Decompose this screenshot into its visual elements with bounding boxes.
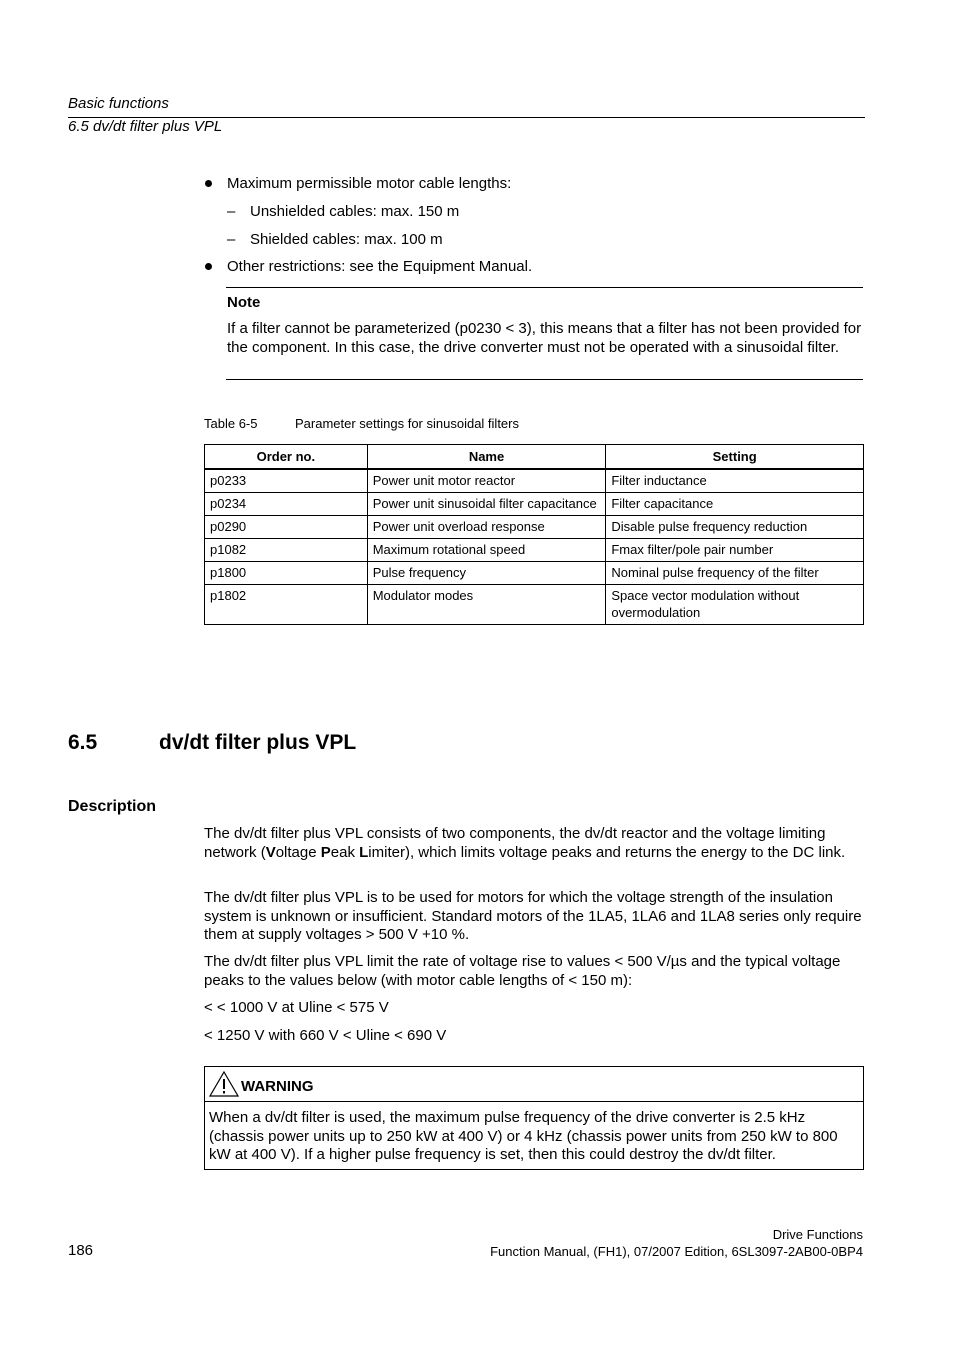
table-cell-setting: Fmax filter/pole pair number bbox=[606, 539, 864, 562]
column-header-order-no: Order no. bbox=[205, 445, 368, 470]
table-cell-name: Pulse frequency bbox=[367, 562, 606, 585]
table-caption bbox=[204, 416, 519, 431]
acronym-letter: L bbox=[359, 843, 369, 861]
list-subitem-unshielded: Unshielded cables: max. 150 m bbox=[250, 203, 460, 220]
table-row bbox=[205, 469, 864, 493]
list-item-cable-lengths: Maximum permissible motor cable lengths: bbox=[227, 175, 512, 192]
running-header-section: 6.5 dv/dt filter plus VPL bbox=[68, 118, 223, 135]
table-cell-name: Power unit overload response bbox=[367, 516, 606, 539]
column-header-name: Name bbox=[367, 445, 606, 470]
paragraph-text: imiter), which limits voltage peaks and returns the energy to the DC link. bbox=[368, 843, 846, 861]
section-number: 6.5 bbox=[68, 731, 98, 754]
warning-title: WARNING bbox=[241, 1078, 314, 1095]
table-row bbox=[205, 562, 864, 585]
table-caption-number: Table 6-5 bbox=[204, 416, 258, 431]
dash-icon: – bbox=[227, 231, 236, 248]
table-cell-name: Power unit motor reactor bbox=[367, 469, 606, 493]
table-cell-setting: Filter capacitance bbox=[606, 493, 864, 516]
table-row bbox=[205, 493, 864, 516]
table-row bbox=[205, 539, 864, 562]
table-cell-order-no: p0234 bbox=[205, 493, 368, 516]
footer-manual-info: Function Manual, (FH1), 07/2007 Edition, 6SL3097-2AB00-0BP4 bbox=[490, 1244, 863, 1259]
table-cell-setting: Space vector modulation without overmodulation bbox=[606, 585, 864, 625]
column-header-setting: Setting bbox=[606, 445, 864, 470]
paragraph-text: eak bbox=[330, 843, 360, 861]
acronym-letter: V bbox=[265, 843, 276, 861]
description-paragraph-2: The dv/dt filter plus VPL is to be used for motors for which the voltage strength of the insulation system is unknown or insufficient. Standard motors of the 1LA5, 1LA6 and 1LA8 series only require them at supply voltages > 500 V +10 %. bbox=[204, 889, 862, 943]
warning-box bbox=[204, 1066, 864, 1170]
table-cell-name: Modulator modes bbox=[367, 585, 606, 625]
acronym-letter: P bbox=[320, 843, 331, 861]
footer-book-title: Drive Functions bbox=[772, 1227, 863, 1242]
note-text: If a filter cannot be parameterized (p0230 < 3), this means that a filter has not been provided for the component. In this case, the drive converter must not be operated with a sinusoidal filter. bbox=[227, 320, 862, 356]
table-cell-setting: Filter inductance bbox=[606, 469, 864, 493]
table-cell-setting: Nominal pulse frequency of the filter bbox=[606, 562, 864, 585]
table-cell-order-no: p0233 bbox=[205, 469, 368, 493]
list-subitem-shielded: Shielded cables: max. 100 m bbox=[250, 231, 443, 248]
paragraph-text: The dv/dt filter plus VPL consists of two components, the dv/dt reactor and the voltage limiting network ( bbox=[204, 825, 826, 861]
parameter-table bbox=[204, 444, 864, 625]
warning-header bbox=[205, 1067, 863, 1102]
voltage-limit-line-2: < 1250 V with 660 V < Uline < 690 V bbox=[204, 1027, 447, 1044]
note-top-rule bbox=[226, 287, 863, 288]
table-cell-order-no: p1800 bbox=[205, 562, 368, 585]
table-row bbox=[205, 516, 864, 539]
table-caption-text: Parameter settings for sinusoidal filters bbox=[295, 416, 519, 431]
page-number: 186 bbox=[68, 1242, 94, 1259]
description-paragraph-1 bbox=[204, 825, 864, 862]
note-title: Note bbox=[227, 294, 261, 311]
running-header-chapter: Basic functions bbox=[68, 95, 169, 112]
table-header-row bbox=[205, 445, 864, 470]
header-rule bbox=[68, 117, 865, 118]
paragraph-text: oltage bbox=[275, 843, 321, 861]
note-bottom-rule bbox=[226, 379, 863, 380]
list-item-other-restrictions: Other restrictions: see the Equipment Manual. bbox=[227, 258, 533, 275]
bullet-icon bbox=[205, 263, 212, 270]
section-title: dv/dt filter plus VPL bbox=[159, 731, 357, 754]
table-cell-name: Maximum rotational speed bbox=[367, 539, 606, 562]
table-cell-order-no: p0290 bbox=[205, 516, 368, 539]
table-cell-order-no: p1082 bbox=[205, 539, 368, 562]
warning-text: When a dv/dt filter is used, the maximum pulse frequency of the drive converter is 2.5 kHz (chassis power units up to 250 kW at 400 V) or 4 kHz (chassis power units from 250 kW to 800 kW at 400 V). If a higher pulse frequency is set, then this could destroy the dv/dt filter. bbox=[209, 1109, 838, 1163]
table-cell-setting: Disable pulse frequency reduction bbox=[606, 516, 864, 539]
table-cell-name: Power unit sinusoidal filter capacitance bbox=[367, 493, 606, 516]
warning-triangle-icon bbox=[209, 1071, 239, 1097]
table-cell-order-no: p1802 bbox=[205, 585, 368, 625]
table-row bbox=[205, 585, 864, 625]
description-paragraph-3: The dv/dt filter plus VPL limit the rate of voltage rise to values < 500 V/µs and the typical voltage peaks to the values below (with motor cable lengths of < 150 m): bbox=[204, 953, 841, 989]
bullet-icon bbox=[205, 180, 212, 187]
voltage-limit-line-1: < < 1000 V at Uline < 575 V bbox=[204, 999, 389, 1016]
dash-icon: – bbox=[227, 203, 236, 220]
description-heading: Description bbox=[68, 798, 157, 815]
